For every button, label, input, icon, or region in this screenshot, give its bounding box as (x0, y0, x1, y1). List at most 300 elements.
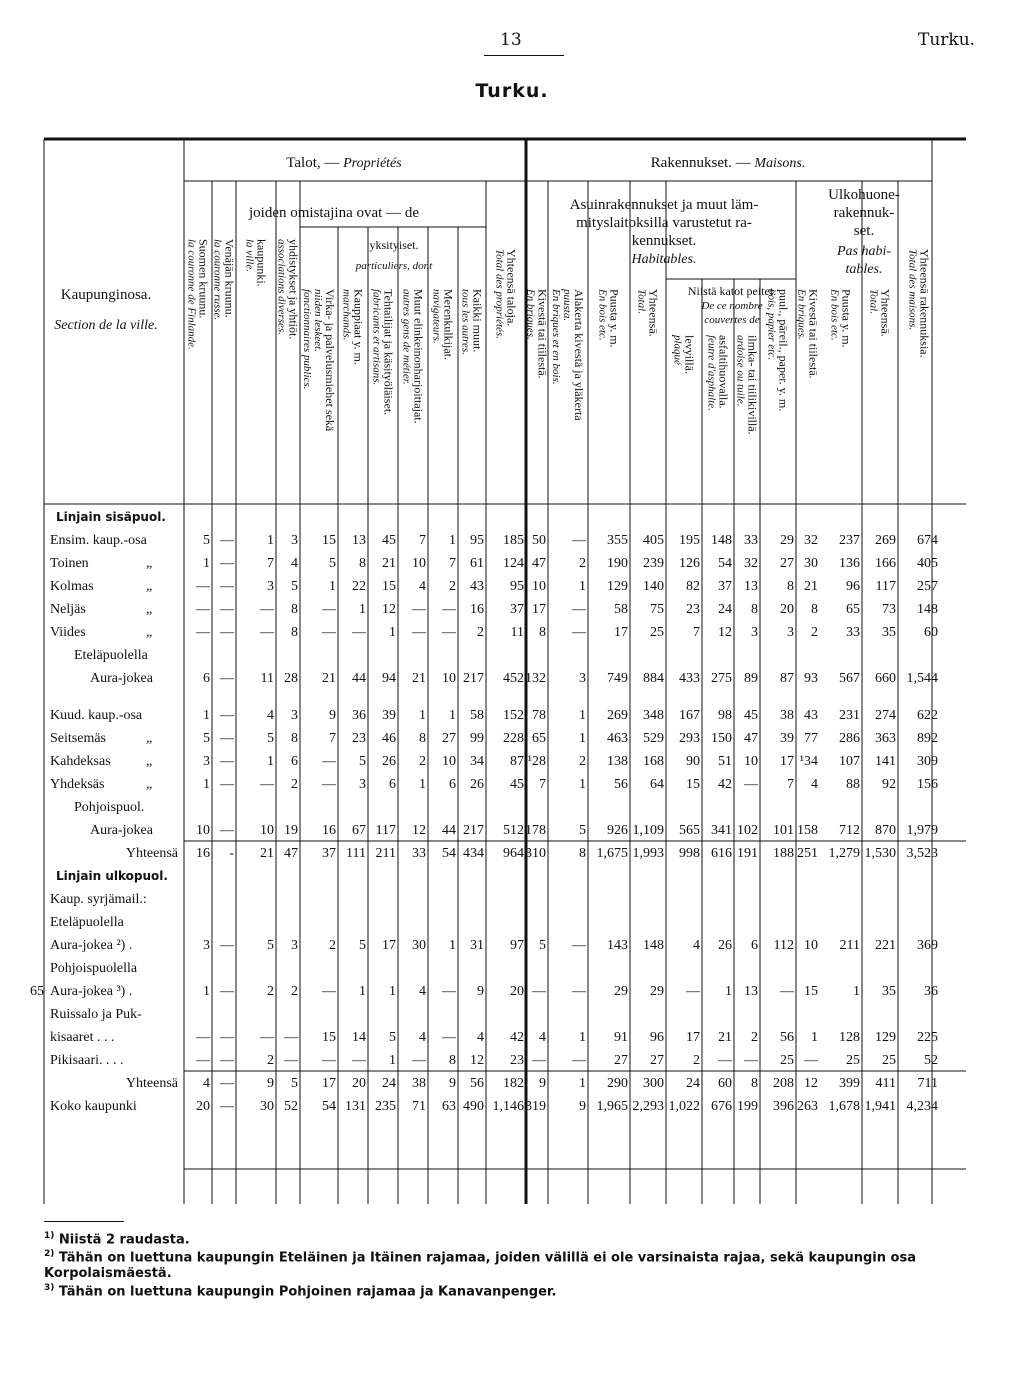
table-cell: 711 (917, 1076, 938, 1091)
table-cell: 998 (679, 846, 700, 861)
table-cell: 1 (579, 579, 586, 594)
row-label: Neljäs (50, 602, 86, 617)
table-cell: 44 (442, 823, 456, 838)
table-cell: — (442, 602, 456, 617)
table-cell: 363 (875, 731, 896, 746)
table-cell: — (412, 625, 426, 640)
table-cell: 58 (470, 708, 484, 723)
table-cell: 17 (780, 754, 794, 769)
table-cell: 411 (875, 1076, 896, 1091)
table-cell: 24 (718, 602, 732, 617)
table-cell: 111 (346, 846, 366, 861)
table-cell: 1 (579, 731, 586, 746)
row-label: Yhdeksäs (50, 777, 105, 792)
table-cell: 20 (780, 602, 794, 617)
table-cell: 17 (686, 1030, 700, 1045)
table-cell: 286 (839, 731, 860, 746)
table-cell: 47 (284, 846, 298, 861)
row-label: Ensim. kaup.-osa (50, 533, 147, 548)
table-cell: ¹34 (799, 754, 818, 769)
table-cell: 7 (329, 731, 336, 746)
table-cell: 188 (773, 846, 794, 861)
svg-text:Puusta y. m.: Puusta y. m. (839, 289, 854, 348)
table-cell: 37 (322, 846, 336, 861)
table-cell: 143 (607, 938, 628, 953)
table-cell: — (322, 1053, 336, 1068)
svg-text:Venäjän kruunu.: Venäjän kruunu. (222, 239, 237, 318)
table-cell: 4 (267, 708, 274, 723)
table-cell: 21 (412, 671, 426, 686)
table-cell: 3 (267, 579, 274, 594)
column-title-13 (550, 288, 586, 421)
table-cell: 42 (718, 777, 732, 792)
row-label: Yhteensä (125, 846, 178, 861)
table-cell: 12 (718, 625, 732, 640)
table-cell: 434 (463, 846, 484, 861)
table-cell: 60 (924, 625, 938, 640)
section-heading: Linjain sisäpuol. (56, 510, 166, 524)
table-cell: 257 (917, 579, 938, 594)
table-cell: 341 (711, 823, 732, 838)
table-cell: — (322, 754, 336, 769)
table-cell: 112 (773, 938, 794, 953)
svg-text:En briques et en bois.: En briques et en bois. (550, 289, 562, 385)
table-cell: 5 (267, 731, 274, 746)
table-cell: 95 (510, 579, 524, 594)
table-cell: 396 (773, 1099, 794, 1114)
table-cell: 24 (382, 1076, 396, 1091)
table-cell: 17 (532, 602, 546, 617)
column-title-8 (401, 289, 426, 424)
table-cell: 141 (875, 754, 896, 769)
table-cell: 6 (449, 777, 456, 792)
table-cell: 225 (917, 1030, 938, 1045)
svg-text:En bois etc.: En bois etc. (596, 289, 609, 341)
table-cell: — (220, 1053, 234, 1068)
table-cell: 99 (470, 731, 484, 746)
ditto-mark: „ (146, 754, 153, 769)
table-cell: 71 (412, 1099, 426, 1114)
table-row (50, 754, 938, 769)
table-cell: — (572, 1053, 586, 1068)
table-cell: 1 (267, 533, 274, 548)
katot-heading-line2: De ce nombre (701, 300, 763, 312)
table-cell: — (442, 1030, 456, 1045)
table-cell: 17 (614, 625, 628, 640)
svg-text:Tehtailijat ja käsityöläiset.: Tehtailijat ja käsityöläiset. (381, 289, 396, 416)
table-cell: 35 (882, 984, 896, 999)
table-cell: 11 (260, 671, 274, 686)
table-cell: — (442, 625, 456, 640)
table-cell: 50 (532, 533, 546, 548)
table-cell: — (220, 731, 234, 746)
table-cell: 8 (291, 625, 298, 640)
table-body (30, 510, 938, 1114)
table-cell: — (572, 602, 586, 617)
table-cell: 20 (196, 1099, 210, 1114)
svg-text:En bois etc.: En bois etc. (828, 289, 841, 341)
column-title-23 (907, 249, 932, 358)
row-subheading: Pohjoispuolella (50, 961, 138, 976)
table-row (50, 731, 938, 746)
svg-text:la couronne russe.: la couronne russe. (211, 239, 224, 321)
column-title-4 (276, 239, 301, 339)
table-cell: 452 (503, 671, 524, 686)
table-cell: 964 (503, 846, 524, 861)
table-cell: 36 (352, 708, 366, 723)
table-cell: 2 (267, 1053, 274, 1068)
table-cell: 7 (449, 556, 456, 571)
table-cell: 12 (804, 1076, 818, 1091)
column-title-17 (706, 335, 731, 411)
table-cell: 7 (693, 625, 700, 640)
table-cell: 4 (477, 1030, 484, 1045)
table-cell: 10 (804, 938, 818, 953)
table-cell: 36 (924, 984, 938, 999)
table-cell: 60 (718, 1076, 732, 1091)
table-cell: 4 (693, 938, 700, 953)
table-cell: 17 (382, 938, 396, 953)
table-cell: 7 (787, 777, 794, 792)
table-cell: 24 (686, 1076, 700, 1091)
table-cell: 3 (291, 533, 298, 548)
ditto-mark: „ (146, 602, 153, 617)
katot-heading-line1: Niistä katot peitet. (687, 284, 777, 298)
svg-text:En briques.: En briques. (524, 289, 537, 340)
table-row (50, 625, 938, 640)
table-cell: 1,146 (492, 1099, 524, 1114)
table-cell: 190 (607, 556, 628, 571)
table-cell: 29 (650, 984, 664, 999)
table-cell: 43 (470, 579, 484, 594)
table-cell: 211 (375, 846, 396, 861)
table-cell: — (686, 984, 700, 999)
table-cell: 8 (751, 602, 758, 617)
stub-heading-fr: Section de la ville. (54, 318, 158, 333)
table-cell: 1 (579, 1030, 586, 1045)
table-cell: — (196, 602, 210, 617)
table-cell: 2 (693, 1053, 700, 1068)
svg-text:Yhteensä rakennuksia.: Yhteensä rakennuksia. (917, 249, 932, 358)
table-cell: 54 (718, 556, 732, 571)
table-cell: 3 (579, 671, 586, 686)
table-cell: 73 (882, 602, 896, 617)
row-label: Yhteensä (125, 1076, 178, 1091)
table-cell: 26 (718, 938, 732, 953)
column-title-9 (431, 289, 456, 360)
table-cell: 182 (503, 1076, 524, 1091)
ditto-mark: „ (146, 777, 153, 792)
table-cell: 132 (525, 671, 546, 686)
table-cell: 1 (389, 984, 396, 999)
table-cell: 5 (539, 938, 546, 953)
table-cell: 31 (470, 938, 484, 953)
table-row (50, 708, 938, 723)
table-cell: 490 (463, 1099, 484, 1114)
table-cell: 94 (382, 671, 396, 686)
ulko-heading-line2: rakennuk- (833, 205, 895, 221)
table-cell: 3 (751, 625, 758, 640)
table-cell: 8 (449, 1053, 456, 1068)
column-title-11 (494, 249, 519, 339)
svg-text:ardoise ou tuile.: ardoise ou tuile. (734, 335, 747, 407)
table-cell: 309 (917, 754, 938, 769)
column-title-3 (244, 239, 269, 287)
table-cell: 405 (643, 533, 664, 548)
ulko-heading-line3: set. (853, 223, 875, 239)
table-row (50, 777, 938, 792)
table-cell: 61 (470, 556, 484, 571)
table-cell: 9 (539, 1076, 546, 1091)
page-title: Turku. (475, 80, 549, 102)
footnote-rule (44, 1221, 124, 1222)
table-cell: 237 (839, 533, 860, 548)
table-cell: 231 (839, 708, 860, 723)
table-cell: 1 (359, 602, 366, 617)
row-label: Aura-jokea (90, 823, 153, 838)
table-cell: — (412, 602, 426, 617)
table-cell: — (442, 984, 456, 999)
table-row (50, 1030, 938, 1045)
table-cell: 95 (470, 533, 484, 548)
table-cell: 275 (711, 671, 732, 686)
svg-text:levyillä.: levyillä. (682, 335, 697, 374)
table-cell: 1 (389, 625, 396, 640)
table-row (126, 1076, 938, 1091)
table-cell: 529 (643, 731, 664, 746)
svg-text:puusta.: puusta. (561, 289, 573, 322)
table-cell: 2 (419, 754, 426, 769)
row-label: Kolmas (50, 579, 94, 594)
table-cell: 1 (419, 777, 426, 792)
table-cell: 33 (412, 846, 426, 861)
table-cell: 1 (203, 777, 210, 792)
table-cell: — (196, 1053, 210, 1068)
table-cell: 56 (470, 1076, 484, 1091)
table-cell: 870 (875, 823, 896, 838)
table-cell: 51 (718, 754, 732, 769)
table-cell: 136 (839, 556, 860, 571)
table-cell: 217 (463, 671, 484, 686)
table-cell: 89 (744, 671, 758, 686)
table-cell: 117 (875, 579, 896, 594)
table-cell: 37 (718, 579, 732, 594)
column-title-5 (301, 289, 337, 432)
table-cell: 5 (203, 731, 210, 746)
footnote-1: $^{1)}$ Niistä 2 raudasta. (44, 1231, 190, 1248)
table-cell: 1,544 (906, 671, 938, 686)
table-cell: — (322, 602, 336, 617)
svg-text:Kivestä tai tiilestä.: Kivestä tai tiilestä. (806, 289, 821, 379)
table-cell: 2 (329, 938, 336, 953)
yksityiset-heading: yksityiset. (369, 238, 419, 252)
svg-text:Total des propriétés.: Total des propriétés. (493, 249, 506, 339)
table-cell: 199 (737, 1099, 758, 1114)
table-cell: 140 (643, 579, 664, 594)
table-cell: 97 (510, 938, 524, 953)
table-cell: 39 (780, 731, 794, 746)
table-cell: — (532, 1053, 546, 1068)
row-label: Viides (50, 625, 86, 640)
table-cell: 56 (614, 777, 628, 792)
section-heading: Linjain ulkopuol. (56, 869, 168, 883)
table-cell: 319 (525, 1099, 546, 1114)
table-cell: 7 (419, 533, 426, 548)
table-cell: - (229, 846, 234, 861)
table-cell: 1,022 (668, 1099, 700, 1114)
row-subheading: Kaup. syrjämail.: (50, 892, 147, 907)
table-cell: 93 (804, 671, 818, 686)
table-cell: 10 (744, 754, 758, 769)
talot-heading: Talot, — Propriétés (286, 155, 402, 171)
table-cell: 1 (853, 984, 860, 999)
table-cell: 150 (711, 731, 732, 746)
table-cell: 56 (780, 1030, 794, 1045)
svg-text:Yhteensä.: Yhteensä. (878, 289, 893, 337)
owner-heading: joiden omistajina ovat — de (249, 205, 419, 221)
table-row (126, 846, 938, 861)
table-cell: 23 (686, 602, 700, 617)
table-cell: 348 (643, 708, 664, 723)
katot-heading-line3: couvertes de (704, 314, 760, 326)
table-cell: 158 (797, 823, 818, 838)
table-cell: — (220, 1030, 234, 1045)
table-cell: 1,530 (864, 846, 896, 861)
table-cell: 32 (744, 556, 758, 571)
svg-text:niiden leskeet.: niiden leskeet. (312, 289, 324, 352)
table-cell: 1 (203, 708, 210, 723)
table-cell: 102 (737, 823, 758, 838)
table-cell: 25 (882, 1053, 896, 1068)
row-label: Aura-jokea (90, 671, 153, 686)
svg-text:Alakerta kivestä ja yläkerta: Alakerta kivestä ja yläkerta (572, 289, 586, 421)
table-cell: 892 (917, 731, 938, 746)
table-cell: 30 (412, 938, 426, 953)
table-row (90, 823, 938, 838)
table-cell: 28 (284, 671, 298, 686)
table-cell: 5 (579, 823, 586, 838)
table-cell: 228 (503, 731, 524, 746)
table-cell: 8 (291, 602, 298, 617)
table-cell: 251 (797, 846, 818, 861)
pas-heading-line1: Pas habi- (836, 244, 892, 259)
table-cell: 884 (643, 671, 664, 686)
column-title-16 (672, 334, 697, 374)
table-cell: 6 (291, 754, 298, 769)
svg-text:Total.: Total. (867, 289, 880, 314)
table-cell: 2 (291, 984, 298, 999)
table-cell: 263 (797, 1099, 818, 1114)
table-cell: 1,678 (828, 1099, 860, 1114)
svg-text:Virka- ja palvelusmiehet sekä: Virka- ja palvelusmiehet sekä (323, 289, 337, 432)
table-cell: — (352, 625, 366, 640)
svg-text:la couronne de Finlande.: la couronne de Finlande. (185, 239, 198, 350)
table-cell: 148 (711, 533, 732, 548)
table-cell: — (220, 602, 234, 617)
svg-text:marchands.: marchands. (340, 289, 353, 341)
table-cell: 23 (352, 731, 366, 746)
habitables-heading: Habitables. (631, 252, 697, 267)
svg-text:asfaltihuovalla.: asfaltihuovalla. (716, 335, 731, 409)
table-cell: 29 (614, 984, 628, 999)
asuin-heading-line1: Asuinrakennukset ja muut läm- (569, 197, 759, 213)
svg-text:la ville.: la ville. (243, 239, 256, 272)
table-cell: 674 (917, 533, 938, 548)
column-title-12 (525, 288, 550, 379)
table-cell: 9 (579, 1099, 586, 1114)
table-cell: 26 (382, 754, 396, 769)
table-cell: 52 (284, 1099, 298, 1114)
table-cell: — (718, 1053, 732, 1068)
column-title-7 (371, 289, 396, 415)
table-cell: 25 (780, 1053, 794, 1068)
table-cell: 221 (875, 938, 896, 953)
table-cell: 33 (846, 625, 860, 640)
svg-text:Kauppiaat y. m.: Kauppiaat y. m. (351, 289, 366, 365)
table-cell: 9 (329, 708, 336, 723)
table-cell: 98 (718, 708, 732, 723)
table-cell: 129 (875, 1030, 896, 1045)
table-cell: 3,523 (906, 846, 938, 861)
table-cell: 96 (846, 579, 860, 594)
table-cell: 2 (449, 579, 456, 594)
row-label: Pikisaari. . . . (50, 1053, 124, 1068)
table-cell: 6 (203, 671, 210, 686)
table-cell: — (220, 823, 234, 838)
table-cell: 3 (359, 777, 366, 792)
table-cell: 101 (773, 823, 794, 838)
table-cell: 4 (291, 556, 298, 571)
table-cell: — (260, 625, 274, 640)
table-cell: 16 (322, 823, 336, 838)
table-cell: — (780, 984, 794, 999)
column-title-15 (636, 289, 661, 337)
table-cell: 208 (773, 1076, 794, 1091)
table-cell: 45 (744, 708, 758, 723)
table-cell: 217 (463, 823, 484, 838)
table-cell: 47 (744, 731, 758, 746)
table-cell: 1,941 (864, 1099, 896, 1114)
table-cell: 10 (412, 556, 426, 571)
table-cell: 126 (679, 556, 700, 571)
column-title-2 (212, 239, 237, 320)
table-cell: — (220, 754, 234, 769)
row-label: Seitsemäs (50, 731, 106, 746)
table-cell: 8 (359, 556, 366, 571)
svg-text:Kivestä tai tiilestä.: Kivestä tai tiilestä. (535, 289, 550, 379)
table-cell: 1 (203, 556, 210, 571)
column-title-22 (868, 289, 893, 337)
table-cell: 11 (510, 625, 524, 640)
table-cell: 269 (875, 533, 896, 548)
table-cell: — (322, 777, 336, 792)
row-label: Kuud. kaup.-osa (50, 708, 143, 723)
table-cell: 355 (607, 533, 628, 548)
table-cell: 12 (382, 602, 396, 617)
table-cell: 15 (382, 579, 396, 594)
table-cell: 12 (470, 1053, 484, 1068)
table-cell: 29 (780, 533, 794, 548)
row-label: Aura-jokea ³) . (50, 984, 133, 999)
table-cell: 10 (260, 823, 274, 838)
ulko-heading-line1: Ulkohuone- (828, 187, 900, 203)
column-title-21 (829, 288, 854, 348)
table-cell: 1,965 (596, 1099, 628, 1114)
svg-text:navigateurs.: navigateurs. (430, 289, 443, 344)
row-label: Kahdeksas (50, 754, 111, 769)
table-cell: 17 (322, 1076, 336, 1091)
table-row (50, 602, 938, 617)
